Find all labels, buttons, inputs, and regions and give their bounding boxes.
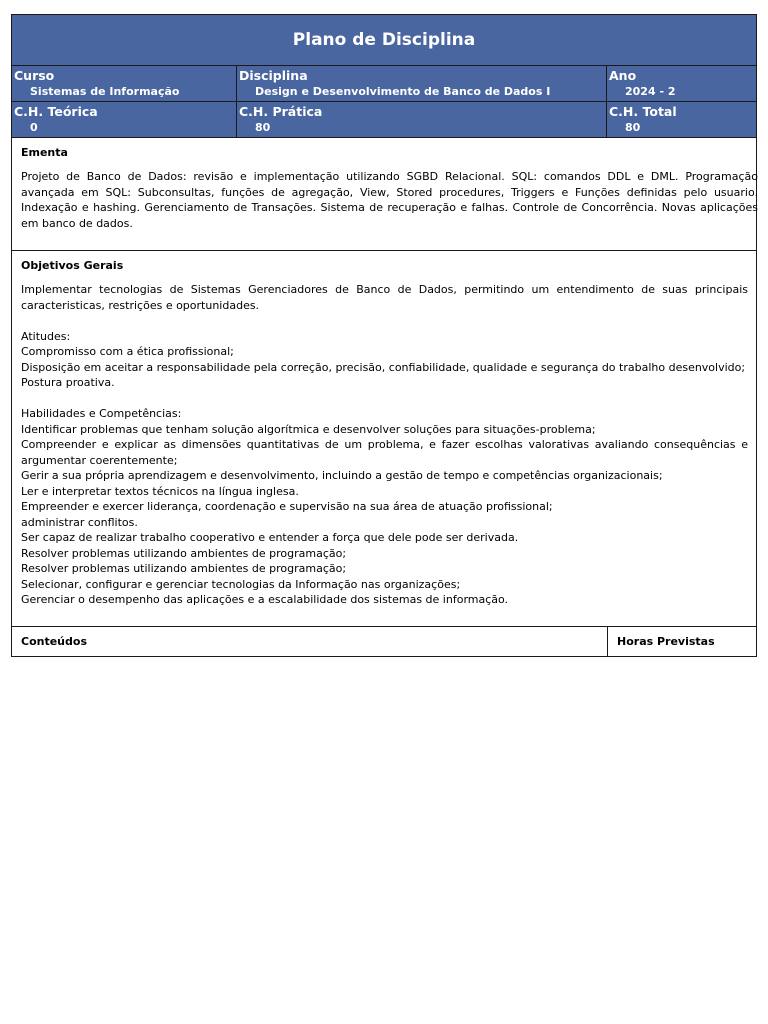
- habilidade-item: Gerir a sua própria aprendizagem e desenvolvimento, incluindo a gestão de tempo e competências organizacionais;: [21, 469, 663, 482]
- cell-ch-total: [607, 102, 756, 137]
- cell-curso: [12, 66, 237, 101]
- cell-ch-teorica: [12, 102, 237, 137]
- habilidade-item: Gerenciar o desempenho das aplicações e a escalabilidade dos sistemas de informação.: [21, 593, 509, 606]
- title-bar: [11, 14, 757, 66]
- habilidade-item: Selecionar, configurar e gerenciar tecnologias da Informação nas organizações;: [21, 577, 461, 591]
- habilidades-label: Habilidades e Competências:: [21, 407, 182, 420]
- conteudos-header-row: [11, 627, 757, 657]
- disciplina-value: Design e Desenvolvimento de Banco de Dados I: [255, 85, 551, 98]
- plano-disciplina-document: [11, 14, 757, 657]
- cell-ch-pratica: [237, 102, 607, 137]
- ementa-heading: Ementa: [21, 146, 68, 159]
- cell-disciplina: [237, 66, 607, 101]
- spacer: [21, 391, 756, 407]
- objetivos-heading: Objetivos Gerais: [21, 259, 124, 272]
- ch-pratica-value: 80: [255, 121, 271, 134]
- objetivos-intro: Implementar tecnologias de Sistemas Gerenciadores de Banco de Dados, permitindo um entendimento de suas principais caracteristicas, restrições e oportunidades.: [21, 283, 748, 312]
- cell-ano: [607, 66, 756, 101]
- ch-teorica-value: 0: [30, 121, 38, 134]
- ementa-text: Projeto de Banco de Dados: revisão e implementação utilizando SGBD Relacional. SQL: comandos DDL e DML. Programação avançada em SQL: Subconsultas, funções de agregação, View, Stored procedures, Triggers e Funções definidas pelo usuario. Indexação e hashing. Gerenciamento de Transações. Sistema de recuperação e falhas. Controle de Concorrência. Novas aplicações em banco de dados.: [21, 170, 758, 230]
- ementa-section: [11, 138, 757, 251]
- ch-total-label: C.H. Total: [609, 104, 677, 119]
- atitude-item: Compromisso com a ética profissional;: [21, 345, 234, 358]
- conteudos-heading: Conteúdos: [12, 627, 608, 656]
- horas-previstas-heading: Horas Previstas: [617, 635, 715, 648]
- habilidade-item: Ser capaz de realizar trabalho cooperativo e entender a força que dele pode ser derivada.: [21, 531, 519, 544]
- atitudes-label: Atitudes:: [21, 329, 71, 343]
- spacer: [21, 313, 756, 329]
- ano-label: Ano: [609, 68, 637, 83]
- habilidade-item: Empreender e exercer liderança, coordenação e supervisão na sua área de atuação profissional;: [21, 500, 553, 513]
- habilidade-item: Resolver problemas utilizando ambientes de programação;: [21, 546, 347, 560]
- habilidade-item: Identificar problemas que tenham solução algorítmica e desenvolver soluções para situações-problema;: [21, 422, 596, 436]
- info-row-carga-horaria: [11, 102, 757, 138]
- ch-pratica-label: C.H. Prática: [239, 104, 323, 119]
- habilidade-item: administrar conflitos.: [21, 515, 138, 529]
- atitude-item: Disposição em aceitar a responsabilidade pela correção, precisão, confiabilidade, qualidade e segurança do trabalho desenvolvido;: [21, 360, 746, 374]
- ch-teorica-label: C.H. Teórica: [14, 104, 98, 119]
- curso-label: Curso: [14, 68, 55, 83]
- page-title: Plano de Disciplina: [292, 30, 476, 50]
- objetivos-section: [11, 251, 757, 627]
- curso-value: Sistemas de Informação: [30, 85, 180, 98]
- ch-total-value: 80: [625, 121, 641, 134]
- info-row-curso: [11, 66, 757, 102]
- atitude-item: Postura proativa.: [21, 376, 115, 389]
- habilidade-item: Ler e interpretar textos técnicos na língua inglesa.: [21, 484, 299, 498]
- habilidade-item: Resolver problemas utilizando ambientes de programação;: [21, 562, 347, 575]
- ano-value: 2024 - 2: [625, 85, 676, 98]
- disciplina-label: Disciplina: [239, 68, 308, 83]
- habilidade-item: Compreender e explicar as dimensões quantitativas de um problema, e fazer escolhas valorativas avaliando consequências e argumentar coerentemente;: [21, 438, 748, 467]
